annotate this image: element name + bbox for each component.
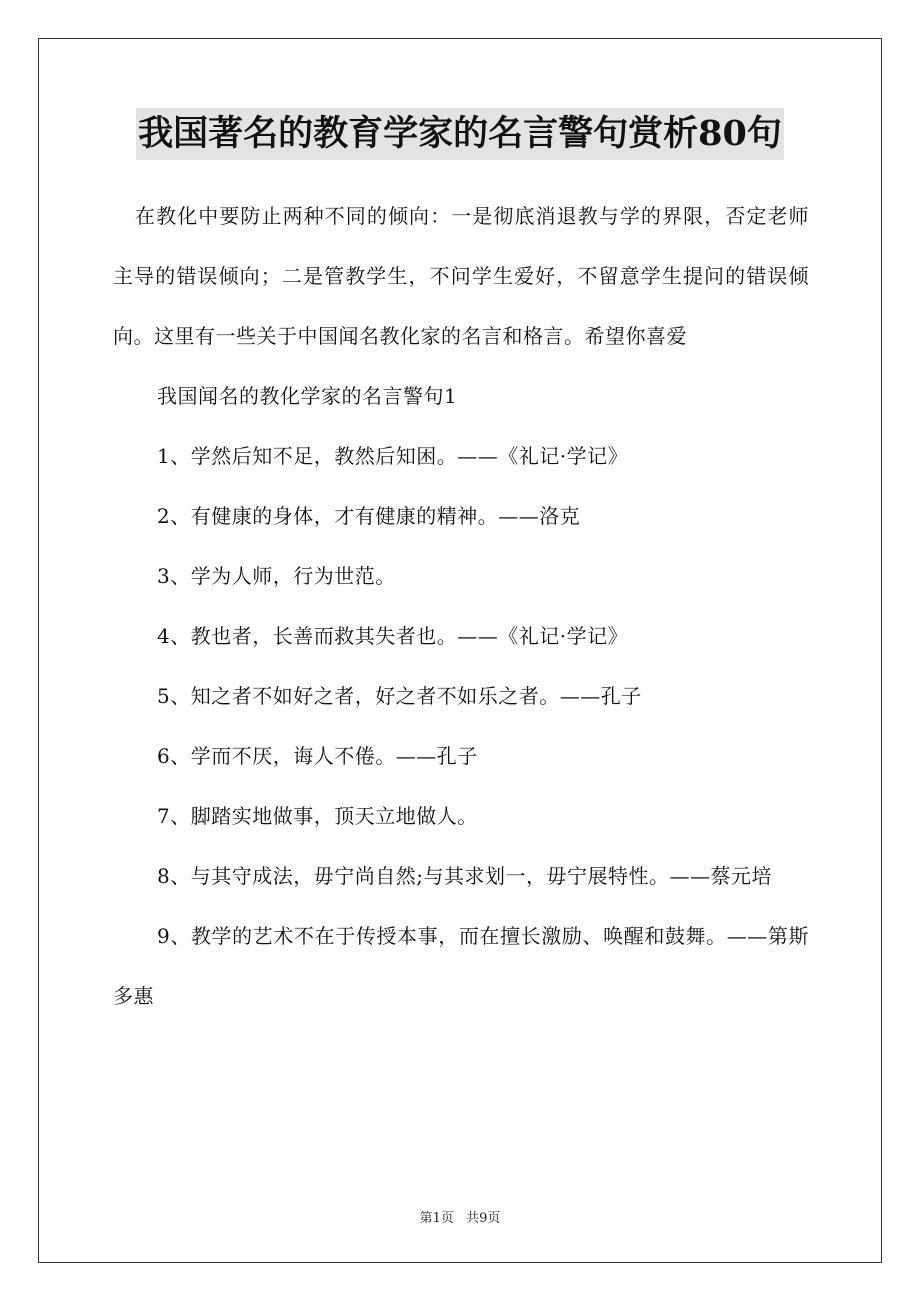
section-heading: 我国闻名的教化学家的名言警句1 bbox=[157, 384, 458, 408]
quote-item-9: 9、教学的艺术不在于传授本事，而在擅长激励、唤醒和鼓舞。——第斯多惠 bbox=[113, 924, 809, 1008]
document-body bbox=[113, 186, 809, 1026]
quote-item-3: 3、学为人师，行为世范。 bbox=[157, 564, 396, 588]
quote-item-2: 2、有健康的身体，才有健康的精神。——洛克 bbox=[157, 504, 581, 528]
intro-paragraph: 在教化中要防止两种不同的倾向：一是彻底消退教与学的界限，否定老师主导的错误倾向；二是管教学生，不问学生爱好，不留意学生提问的错误倾向。这里有一些关于中国闻名教化家的名言和格言。希望你喜爱 bbox=[113, 204, 809, 348]
page-footer bbox=[0, 1207, 920, 1226]
quote-item-8: 8、与其守成法，毋宁尚自然;与其求划一，毋宁展特性。——蔡元培 bbox=[157, 864, 772, 888]
quote-item-5: 5、知之者不如好之者，好之者不如乐之者。——孔子 bbox=[157, 684, 642, 708]
page-total: 共9页 bbox=[466, 1211, 501, 1226]
page-number: 第1页 bbox=[419, 1211, 454, 1226]
quote-item-7: 7、脚踏实地做事，顶天立地做人。 bbox=[157, 804, 478, 828]
quote-item-6: 6、学而不厌，诲人不倦。——孔子 bbox=[157, 744, 478, 768]
quote-item-4: 4、教也者，长善而救其失者也。——《礼记·学记》 bbox=[157, 624, 629, 648]
document-title: 我国著名的教育学家的名言警句赏析80句 bbox=[136, 108, 784, 160]
quote-item-1: 1、学然后知不足，教然后知困。——《礼记·学记》 bbox=[157, 444, 629, 468]
title-container bbox=[0, 108, 920, 160]
